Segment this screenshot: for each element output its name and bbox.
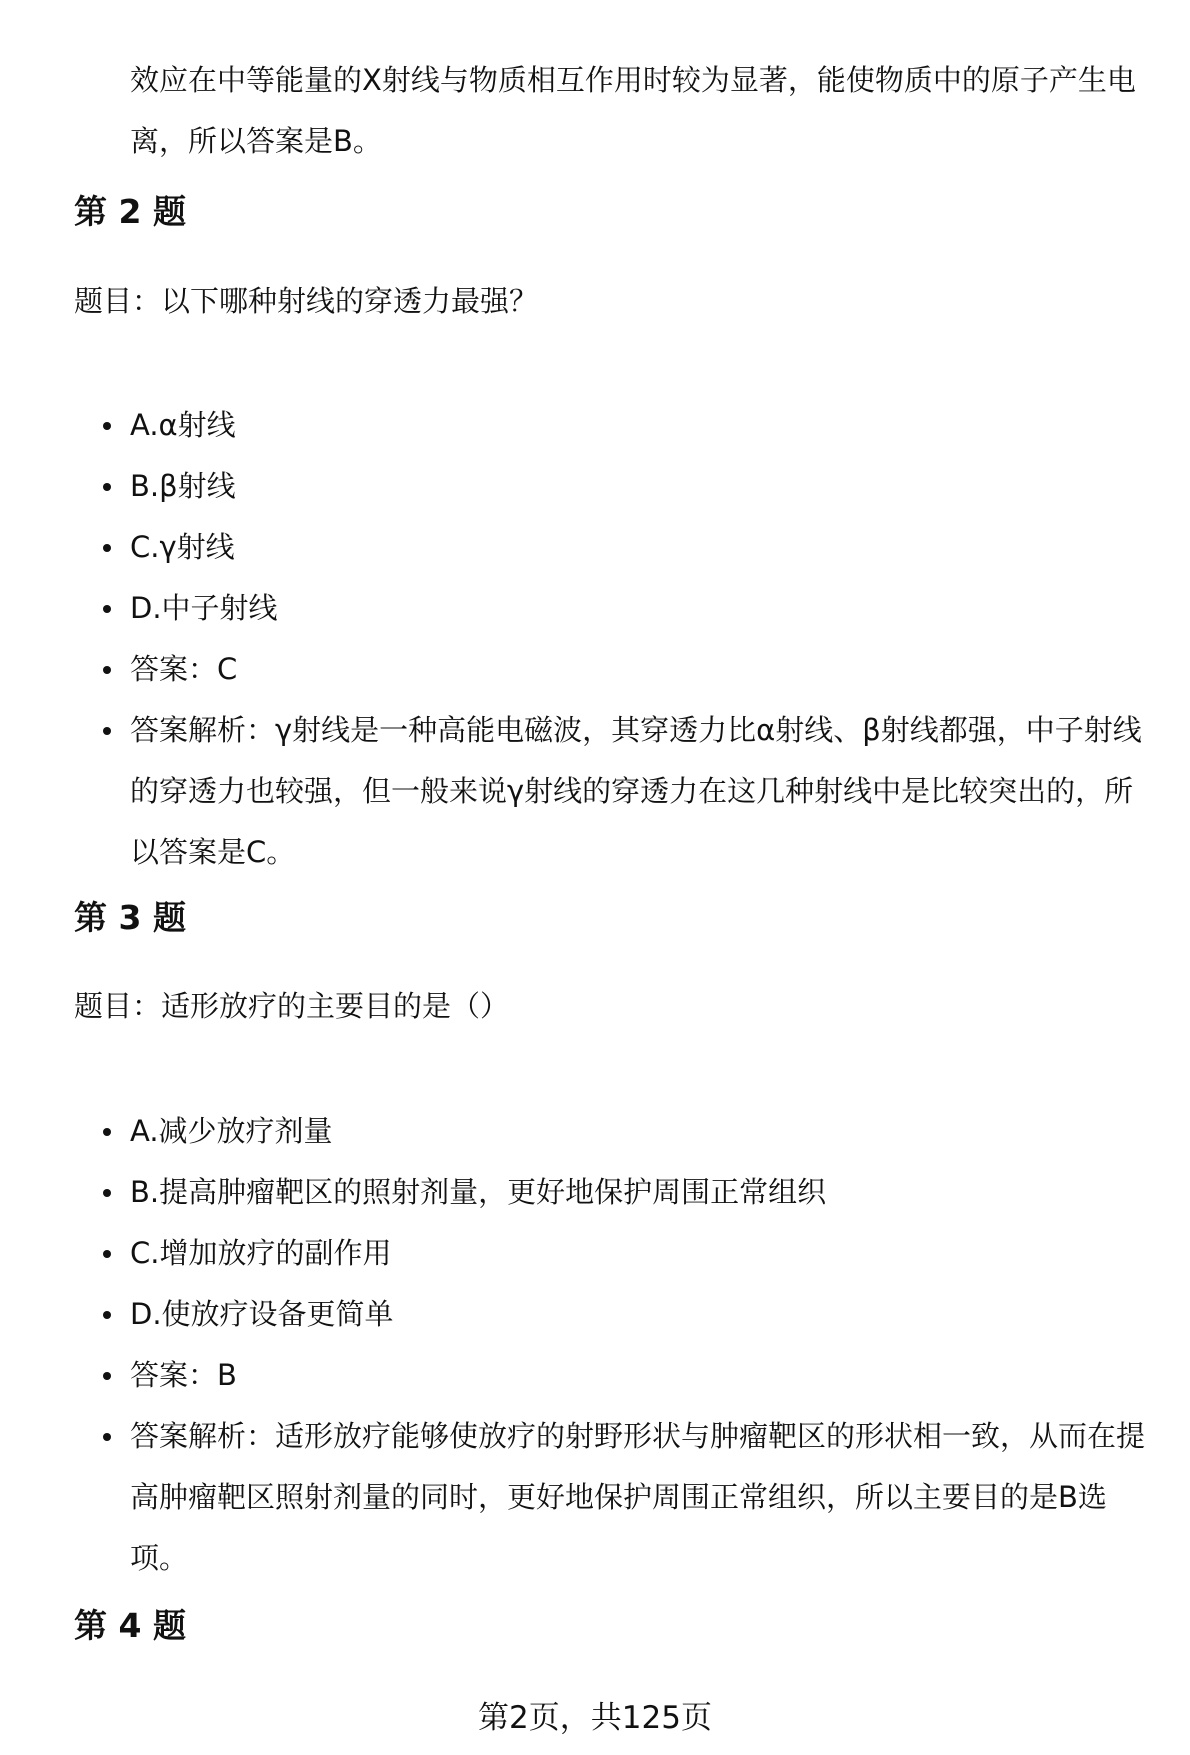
question-3-options — [0, 1101, 1190, 1589]
option-item — [0, 1284, 1150, 1345]
answer-text: 答案：B — [130, 1358, 237, 1392]
bullet-icon — [103, 544, 111, 552]
question-2-options — [0, 395, 1190, 883]
bullet-icon — [103, 727, 111, 735]
option-item — [0, 1101, 1150, 1162]
option-item — [0, 1223, 1150, 1284]
option-item — [0, 456, 1150, 517]
bullet-icon — [103, 605, 111, 613]
option-text: D.中子射线 — [130, 591, 278, 625]
previous-explanation-continuation: 效应在中等能量的X射线与物质相互作用时较为显著，能使物质中的原子产生电离，所以答案是B。 — [130, 63, 1136, 158]
option-text: A.减少放疗剂量 — [130, 1114, 333, 1148]
option-item — [0, 395, 1150, 456]
bullet-icon — [103, 1128, 111, 1136]
question-2-heading: 第 2 题 — [74, 192, 186, 231]
option-item — [0, 517, 1150, 578]
bullet-icon — [103, 483, 111, 491]
option-text: A.α射线 — [130, 408, 236, 442]
bullet-icon — [103, 1250, 111, 1258]
question-3-stem: 题目：适形放疗的主要目的是（） — [74, 989, 510, 1023]
explanation-item — [0, 700, 1150, 883]
explanation-text: 答案解析：适形放疗能够使放疗的射野形状与肿瘤靶区的形状相一致，从而在提高肿瘤靶区照射剂量的同时，更好地保护周围正常组织，所以主要目的是B选项。 — [130, 1419, 1146, 1575]
answer-item — [0, 1345, 1150, 1406]
question-3-heading: 第 3 题 — [74, 898, 186, 937]
page-number-footer: 第2页，共125页 — [478, 1700, 712, 1736]
bullet-icon — [103, 1433, 111, 1441]
explanation-item — [0, 1406, 1150, 1589]
bullet-icon — [103, 1311, 111, 1319]
answer-text: 答案：C — [130, 652, 238, 686]
option-text: D.使放疗设备更简单 — [130, 1297, 394, 1331]
bullet-icon — [103, 422, 111, 430]
option-item — [0, 1162, 1150, 1223]
question-4-heading: 第 4 题 — [74, 1606, 186, 1645]
option-item — [0, 578, 1150, 639]
explanation-text: 答案解析：γ射线是一种高能电磁波，其穿透力比α射线、β射线都强，中子射线的穿透力也较强，但一般来说γ射线的穿透力在这几种射线中是比较突出的，所以答案是C。 — [130, 713, 1142, 869]
option-text: B.提高肿瘤靶区的照射剂量，更好地保护周围正常组织 — [130, 1175, 827, 1209]
option-text: C.增加放疗的副作用 — [130, 1236, 392, 1270]
option-text: B.β射线 — [130, 469, 236, 503]
bullet-icon — [103, 1189, 111, 1197]
answer-item — [0, 639, 1150, 700]
question-2-stem: 题目：以下哪种射线的穿透力最强？ — [74, 284, 539, 318]
option-text: C.γ射线 — [130, 530, 235, 564]
bullet-icon — [103, 666, 111, 674]
bullet-icon — [103, 1372, 111, 1380]
